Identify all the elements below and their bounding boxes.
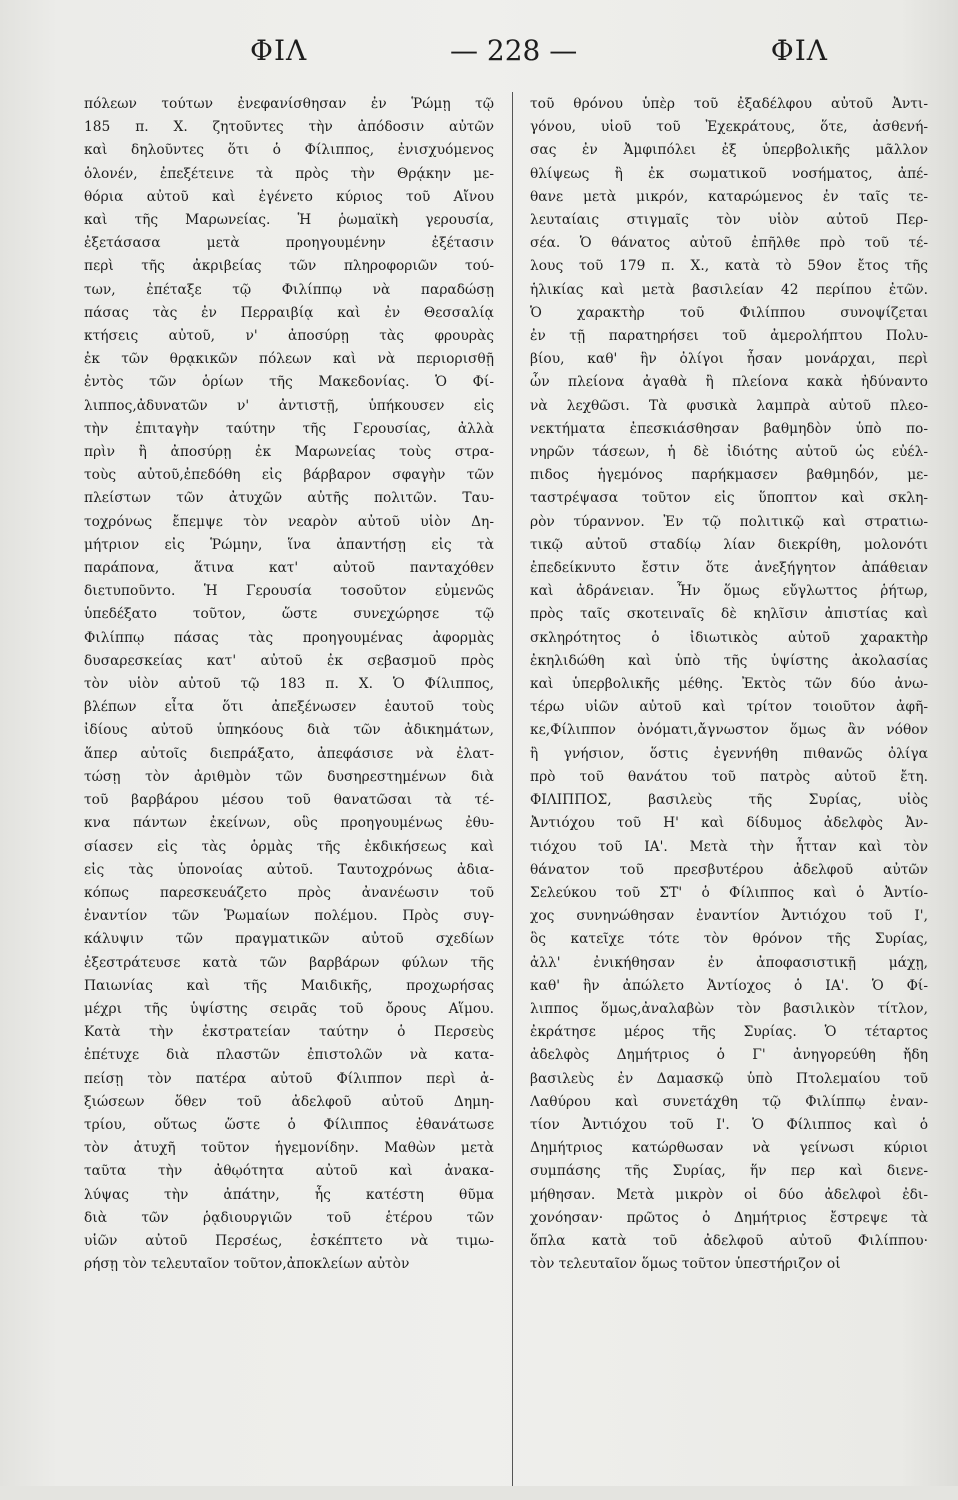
text-line: καὶ δηλοῦντες ὅτι ὁ Φίλιππος, ἐνισχυόμενος [84,142,494,159]
left-text-column [84,93,494,1276]
text-line: Ὁ χαρακτὴρ τοῦ Φιλίππου συνοψίζεται [530,304,928,321]
text-line: σίασεν εἰς τὰς ὁρμὰς τῆς ἐκδικήσεως καὶ [84,838,494,855]
text-line: μέχρι τῆς ὑψίστης σειρᾶς τοῦ ὄρους Αἵμου. [84,1000,494,1017]
text-line: χονόησαν· πρῶτος ὁ Δημήτριος ἔστρεψε τὰ [530,1209,928,1226]
text-line: ὧν πλείονα ἀγαθὰ ἢ πλείονα κακὰ ἠδύναντο [530,374,928,391]
text-line: ἐξετάσασα μετὰ προηγουμένην ἐξέτασιν [84,235,494,252]
text-line: κε,Φίλιππον ὀνόματι,ἄγνωστον ὅμως ἂν νόθον [530,722,928,739]
text-line: Παιωνίας καὶ τῆς Μαιδικῆς, προχωρήσας [84,977,494,994]
text-line: θάνατον τοῦ πρεσβυτέρου ἀδελφοῦ αὐτῶν [530,861,928,878]
text-line: σέα. Ὁ θάνατος αὐτοῦ ἐπῆλθε πρὸ τοῦ τέ- [530,235,928,252]
text-line: ἐντὸς τῶν ὁρίων τῆς Μακεδονίας. Ὁ Φί- [84,374,494,391]
text-line: πόλεων τούτων ἐνεφανίσθησαν ἐν Ῥώμῃ τῷ [84,96,494,112]
text-line: λευταίαις στιγμαῖς τὸν υἱὸν αὐτοῦ Περ- [530,212,928,229]
text-line: νηρῶν τάσεων, ἡ δὲ ἰδιότης αὐτοῦ ὡς εὐέλ- [530,444,928,461]
text-line: ὅπλα κατὰ τοῦ ἀδελφοῦ αὐτοῦ Φιλίππου· [530,1232,928,1249]
page-header [90,28,908,78]
text-line: καὶ ἀδράνειαν. Ἦν ὅμως εὔγλωττος ῥήτωρ, [530,583,928,600]
text-line: τὸν υἱὸν αὐτοῦ τῷ 183 π. Χ. Ὁ Φίλιππος, [84,676,494,693]
text-line: βλέπων εἶτα ὅτι ἀπεξένωσεν ἑαυτοῦ τοὺς [84,699,494,716]
text-line: λιππος ὅμως,ἀναλαβὼν τὸν βασιλικὸν τίτλον, [530,1000,928,1017]
right-text-column [530,93,928,1276]
text-line: ἐπέτυχε διὰ πλαστῶν ἐπιστολῶν νὰ κατα- [84,1047,494,1064]
text-line: περὶ τῆς ἀκριβείας τῶν πληροφοριῶν τού- [84,258,494,275]
text-line: ἐξεστράτευσε κατὰ τῶν βαρβάρων φύλων τῆς [84,954,494,971]
text-line: τοὺς αὐτοῦ,ἐπεδόθη εἰς βάρβαρον σφαγὴν τῶν [84,467,494,484]
text-line: καθ' ἣν ἀπώλετο Ἀντίοχος ὁ ΙΑ'. Ὁ Φί- [530,977,928,994]
text-line: ὃς κατεῖχε τότε τὸν θρόνον τῆς Συρίας, [530,931,928,948]
text-line: κτήσεις αὐτοῦ, ν' ἀποσύρῃ τὰς φρουρὰς [84,328,494,345]
text-line: τὴν ἐπιταγὴν ταύτην τῆς Γερουσίας, ἀλλὰ [84,420,494,437]
page-bottom-edge [0,1486,958,1500]
text-line: χος συνηνώθησαν ἐναντίον Ἀντιόχου τοῦ Ι', [530,908,928,925]
text-line: Λαθύρου καὶ συνετάχθη τῷ Φιλίππῳ ἐναν- [530,1093,928,1110]
running-head-left: ΦΙΛ [250,34,308,67]
text-line: μήθησαν. Μετὰ μικρὸν οἱ δύο ἀδελφοὶ ἐδι- [530,1186,928,1203]
text-line: καὶ ὑπερβολικῆς μέθης. Ἐκτὸς τῶν δύο ἀνω- [530,676,928,693]
text-line: κνα πάντων ἐκείνων, οὓς προηγουμένως ἐθυ- [84,815,494,832]
text-line: ἅπερ αὐτοῖς διεπράξατο, ἀπεφάσισε νὰ ἐλατ- [84,745,494,762]
text-line: σας ἐν Ἀμφιπόλει ἐξ ὑπερβολικῆς μᾶλλον [530,142,928,159]
text-line: τοῦ θρόνου ὑπὲρ τοῦ ἐξαδέλφου αὐτοῦ Ἀντι- [530,96,928,112]
text-line: ἐναντίον τῶν Ῥωμαίων πολέμου. Πρὸς συγ- [84,908,494,925]
running-head-right: ΦΙΛ [770,34,828,67]
text-line: ἡλικίας καὶ μετὰ βασιλείαν 42 περίπου ἐτῶν. [530,281,928,298]
text-line: πάσας τὰς ἐν Περραιβίᾳ καὶ ἐν Θεσσαλίᾳ [84,304,494,321]
text-line: ἰδίους αὐτοῦ ὑπηκόους διὰ τῶν ἀδικημάτων, [84,722,494,739]
text-line: Ἀντιόχου τοῦ Η' καὶ δίδυμος ἀδελφὸς Ἀν- [530,815,928,832]
text-line: λύψας τὴν ἀπάτην, ἧς κατέστη θῦμα [84,1186,494,1203]
text-line: βασιλεὺς ἐν Δαμασκῷ ὑπὸ Πτολεμαίου τοῦ [530,1070,928,1087]
text-line: θόρια αὐτοῦ καὶ ἐγένετο κύριος τοῦ Αἴνου [84,188,494,205]
text-line: τέρω υἱῶν αὐτοῦ καὶ τρίτον τοιοῦτον ἀφῆ- [530,699,928,716]
text-line: ρὸν τύραννον. Ἐν τῷ πολιτικῷ καὶ στρατιω- [530,513,928,530]
page-number: — 228 — [450,34,578,67]
text-line: ἢ γνήσιον, ὅστις ἐγεννήθη πιθανῶς ὀλίγα [530,745,928,762]
text-line: πρὶν ἢ ἀποσύρῃ ἐκ Μαρωνείας τοὺς στρα- [84,444,494,461]
text-line: τὸν τελευταῖον ὅμως τοῦτον ὑπεστήριζον οἱ [530,1256,841,1273]
text-line: θλίψεως ἢ ἐκ σωματικοῦ νοσήματος, ἀπέ- [530,165,928,182]
text-line: πείσῃ τὸν πατέρα αὐτοῦ Φίλιππον περὶ ἀ- [84,1070,494,1087]
text-line: πιδος ἡγεμόνος παρήκμασεν βαθμηδόν, με- [530,467,928,484]
text-line: καὶ τῆς Μαρωνείας. Ἡ ῥωμαϊκὴ γερουσία, [84,212,494,229]
text-line: εἰς τὰς ὑπονοίας αὐτοῦ. Ταυτοχρόνως ἀδια- [84,861,494,878]
text-line: ἐπεδείκνυτο ἔστιν ὅτε ἀνεξήγητον ἀπάθειαν [530,560,928,577]
text-line: θανε μετὰ μικρόν, καταρώμενος ἐν ταῖς τε- [530,188,928,205]
text-line: Φιλίππῳ πάσας τὰς προηγουμένας ἀφορμὰς [84,629,494,646]
text-line: 185 π. Χ. ζητοῦντες τὴν ἀπόδοσιν αὐτῶν [84,119,494,136]
text-line: λιππος,ἀδυνατῶν ν' ἀντιστῇ, ὑπήκουσεν εἰς [84,397,494,414]
text-line: Δημήτριος κατώρθωσαν νὰ γείνωσι κύριοι [530,1140,928,1157]
text-line: τώσῃ τὸν ἀριθμὸν τῶν δυσηρεστημένων διὰ [84,768,494,785]
text-line: ρήσῃ τὸν τελευταῖον τοῦτον,ἀποκλείων αὐτὸν [84,1256,410,1273]
text-line: τικῷ αὐτοῦ σταδίῳ λίαν διεκρίθη, μολονότι [530,536,928,553]
text-line: Σελεύκου τοῦ ΣΤ' ὁ Φίλιππος καὶ ὁ Ἀντίο- [530,884,928,901]
text-line: πρὸς ταῖς σκοτειναῖς δὲ κηλῖσιν ἀπιστίας καὶ [530,606,928,623]
text-line: διὰ τῶν ῥᾳδιουργιῶν τοῦ ἑτέρου τῶν [84,1209,494,1226]
text-line: νεκτήματα ἐπεσκιάσθησαν βαθμηδὸν ὑπὸ πο- [530,420,928,437]
text-line: τοχρόνως ἔπεμψε τὸν νεαρὸν αὐτοῦ υἱὸν Δη- [84,513,494,530]
text-line: τρίου, οὕτως ὥστε ὁ Φίλιππος ἐθανάτωσε [84,1116,494,1133]
text-line: συμπάσης τῆς Συρίας, ἥν περ καὶ διενε- [530,1163,928,1180]
text-line: τίον Ἀντιόχου τοῦ Ι'. Ὁ Φίλιππος καὶ ὁ [530,1116,928,1133]
text-line: ἀδελφὸς Δημήτριος ὁ Γ' ἀνηγορεύθη ἤδη [530,1047,928,1064]
text-line: ὁλονέν, ἐπεξέτεινε τὰ πρὸς τὴν Θρᾴκην με- [84,165,494,182]
text-line: γόνου, υἱοῦ τοῦ Ἐχεκράτους, ὅτε, ἀσθενή- [530,119,928,136]
text-line: νὰ λεχθῶσι. Τὰ φυσικὰ λαμπρὰ αὐτοῦ πλεο- [530,397,928,414]
text-line: ταῦτα τὴν ἀθῳότητα αὐτοῦ καὶ ἀνακα- [84,1163,494,1180]
text-line: μήτριον εἰς Ῥώμην, ἵνα ἀπαντήσῃ εἰς τὰ [84,536,494,553]
text-line: κόπως παρεσκευάζετο πρὸς ἀνανέωσιν τοῦ [84,884,494,901]
text-line: ἀλλ' ἐνικήθησαν ἐν ἀποφασιστικῇ μάχῃ, [530,954,928,971]
column-divider [512,92,513,1492]
text-line: των, ἐπέταξε τῷ Φιλίππῳ νὰ παραδώσῃ [84,281,494,298]
text-line: πλείστων τῶν ἀτυχῶν αὐτῆς πολιτῶν. Ταυ- [84,490,494,507]
text-line: ἐκηλιδώθη καὶ ὑπὸ τῆς ὑψίστης ἀκολασίας [530,652,928,669]
text-line: πρὸ τοῦ θανάτου τοῦ πατρὸς αὐτοῦ ἔτη. [530,768,928,785]
text-line: ὑπεδέξατο τοῦτον, ὥστε συνεχώρησε τῷ [84,606,494,623]
text-line: τὸν ἀτυχῆ τοῦτον ἡγεμονίδην. Μαθὼν μετὰ [84,1140,494,1157]
text-line: δυσαρεσκείας κατ' αὐτοῦ ἐκ σεβασμοῦ πρὸς [84,652,494,669]
text-line: ξιώσεων ὅθεν τοῦ ἀδελφοῦ αὐτοῦ Δημη- [84,1093,494,1110]
text-line: τοῦ βαρβάρου μέσου τοῦ θανατῶσαι τὰ τέ- [84,792,494,809]
text-line: Κατὰ τὴν ἐκστρατείαν ταύτην ὁ Περσεὺς [84,1024,494,1041]
text-line: ἐκ τῶν θρᾳκικῶν πόλεων καὶ νὰ περιορισθῇ [84,351,494,368]
text-line: λους τοῦ 179 π. Χ., κατὰ τὸ 59ον ἔτος τῆς [530,258,928,275]
text-line: ἐν τῇ παρατηρήσει τοῦ ἀμερολήπτου Πολυ- [530,328,928,345]
text-line: ΦΙΛΙΠΠΟΣ, βασιλεὺς τῆς Συρίας, υἱὸς [530,792,928,809]
text-line: τιόχου τοῦ ΙΑ'. Μετὰ τὴν ἧτταν καὶ τὸν [530,838,928,855]
text-line: σκληρότητος ὁ ἰδιωτικὸς αὐτοῦ χαρακτὴρ [530,629,928,646]
text-line: ἐκράτησε μέρος τῆς Συρίας. Ὁ τέταρτος [530,1024,928,1041]
text-line: διετυποῦντο. Ἡ Γερουσία τοσοῦτον εὐμενῶς [84,583,494,600]
text-line: ταστρέψασα τοῦτον εἰς ὕποπτον καὶ σκλη- [530,490,928,507]
text-line: κάλυψιν τῶν πραγματικῶν αὐτοῦ σχεδίων [84,931,494,948]
text-line: βίου, καθ' ἣν ὀλίγοι ἦσαν μονάρχαι, περὶ [530,351,928,368]
text-line: παράπονα, ἅτινα κατ' αὐτοῦ πανταχόθεν [84,560,494,577]
text-line: υἱῶν αὐτοῦ Περσέως, ἐσκέπτετο νὰ τιμω- [84,1232,494,1249]
